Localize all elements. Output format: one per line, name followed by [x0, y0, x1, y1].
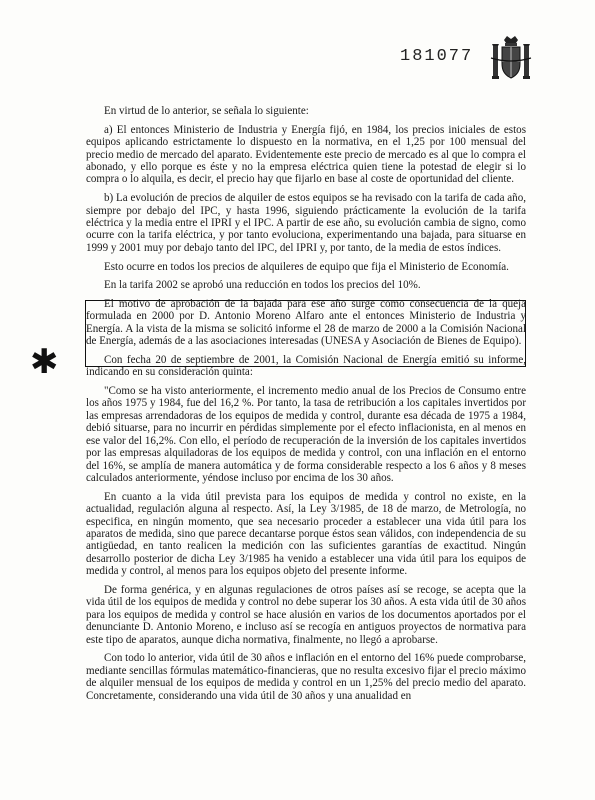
paragraph-motive: El motivo de aprobación de la bajada para ese año surge como consecuencia de la queja formulada en 2000 por D. Antonio Moreno Alfaro ante el entonces Ministerio de Industria y Energía. A la vista de la misma se solicitó informe el 28 de marzo de 2000 a la Comisión Nacional de Energía, además de a las asociaciones interesadas (UNESA y Asociación de Bienes de Equipo). — [86, 297, 526, 348]
document-body — [86, 105, 526, 708]
paragraph-cne-report: Con fecha 20 de septiembre de 2001, la Comisión Nacional de Energía emitió su informe, indicando en su consideración quinta: — [86, 353, 526, 379]
document-number: 181077 — [400, 47, 474, 66]
paragraph-a: a) El entonces Ministerio de Industria y Energía fijó, en 1984, los precios iniciales de estos equipos aplicando estrictamente lo dispuesto en la normativa, en el 1,25 por 100 mensual del precio medio de mercado del aparato. Evidentemente este precio de mercado es al que lo compra el abonado, y ello porque es éste y no la empresa eléctrica quien tiene la potestad de elegir si lo compra o lo alquila, es decir, el precio hay que fijarlo en base al coste de oportunidad del cliente. — [86, 123, 526, 186]
paragraph-b: b) La evolución de precios de alquiler de estos equipos se ha revisado con la tarifa de cada año, siempre por debajo del IPC, y hasta 1996, siguiendo prácticamente la evolución de la tarifa eléctrica y la media entre el IPRI y el IPC. A partir de ese año, su evolución cambia de signo, como ocurre con la tarifa eléctrica, y por tanto evoluciona, experimentando una bajada, para situarse en 1999 y 2001 muy por debajo tanto del IPC, del IPRI y, por tanto, de la media de estos índices. — [86, 192, 526, 254]
paragraph-conclusion: Con todo lo anterior, vida útil de 30 años e inflación en el entorno del 16% puede comprobarse, mediante sencillas fórmulas matemático-financieras, que no resulta excesivo fijar el precio máximo de alquiler mensual de los equipos de medida y control en un 1,25% del precio medio del aparato. Concretamente, considerando una vida útil de 30 años y una anualidad en — [86, 652, 526, 702]
paragraph-intro: En virtud de lo anterior, se señala lo siguiente: — [104, 105, 309, 117]
handwritten-asterisk-mark: ✱ — [30, 342, 59, 382]
paragraph-ministry: Esto ocurre en todos los precios de alquileres de equipo que fija el Ministerio de Economía. — [104, 260, 509, 273]
coat-of-arms-icon — [489, 34, 533, 84]
paragraph-useful-life: En cuanto a la vida útil prevista para los equipos de medida y control no existe, en la actualidad, regulación alguna al respecto. Así, la Ley 3/1985, de 18 de marzo, de Metrología, no especifica, en ningún momento, que sea necesario proceder a establecer una vida útil para los aparatos de medida, sino que parece decantarse porque éstos sean válidos, con independencia de su antigüedad, en tanto realicen la medición con las suficientes garantías de exactitud. Ningún desarrollo posterior de dicha Ley 3/1985 ha venido a establecer una vida útil para los equipos de medida y control, al menos para los equipos objeto del presente informe. — [86, 490, 526, 578]
paragraph-generic: De forma genérica, y en algunas regulaciones de otros países así se recoge, se acepta que la vida útil de los equipos de medida y control no debe superar los 30 años. A esta vida útil de 30 años para los equipos de medida y control se hace alusión en varios de los documentos aportados por el denunciante D. Antonio Moreno, e incluso así se recogía en antiguos proyectos de normativa para este tipo de aparatos, aunque dicha normativa, finalmente, no llegó a aprobarse. — [86, 583, 526, 646]
paragraph-tariff-2002: En la tarifa 2002 se aprobó una reducción en todos los precios del 10%. — [104, 279, 421, 292]
paragraph-quote-inflation: "Como se ha visto anteriormente, el incremento medio anual de los Precios de Consumo entre los años 1975 y 1984, fue del 16,2 %. Por tanto, la tasa de retribución a los capitales invertidos por las empresas arrendadoras de los equipos de medida y control, durante esa década de 1975 a 1984, debió situarse, para no incurrir en pérdidas simplemente por el efecto inflacionista, en al menos en ese valor del 16,2%. Con ello, el período de recuperación de la inversión de los capitales invertidos por las empresas alquiladoras de los equipos de medida y control, con una inflación en el entorno del 16%, se amplía de manera automática y de forma considerable respecto a los 6 años y 8 meses calculados anteriormente, yéndose incluso por encima de los 30 años. — [86, 385, 526, 484]
